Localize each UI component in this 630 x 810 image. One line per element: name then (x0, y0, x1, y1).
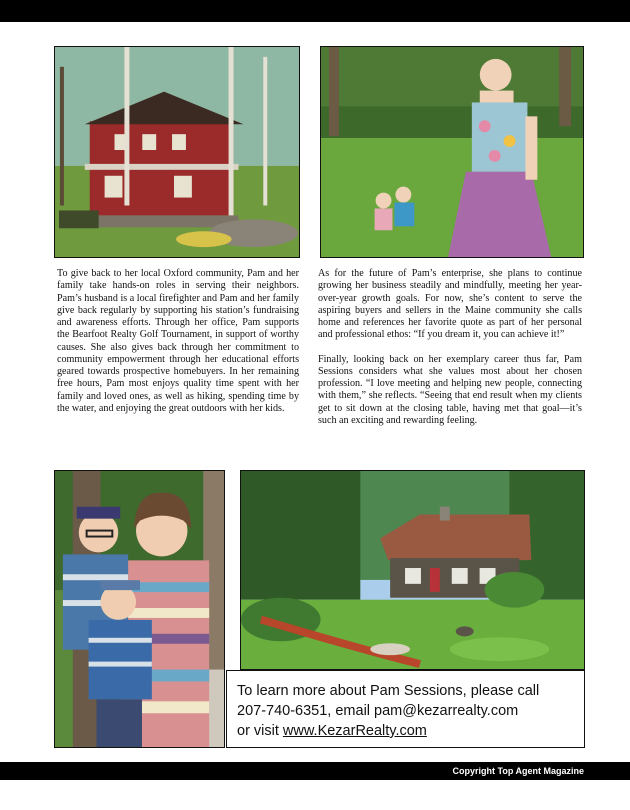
family-photo (54, 470, 225, 748)
top-black-bar (0, 0, 630, 22)
woman-on-lawn-photo (320, 46, 584, 258)
callout-line-1: To learn more about Pam Sessions, please call (237, 683, 540, 699)
brown-house-photo (240, 470, 585, 670)
contact-callout (226, 670, 585, 748)
left-paragraph: To give back to her local Oxford community, Pam and her family take hands-on roles in serving their neighbors. Pam’s husband is a local firefighter and Pam and her family give back regularly by supporting his station’s fundraising and awareness efforts. Through her office, Pam supports the Bearfoot Realty Golf Tournament, in support of worthy causes. She also gives back through her commitment to community empowerment through her educational efforts geared towards prospective homebuyers. In her remaining free hours, Pam most enjoys quality time spent with her family and loved ones, as well as hiking, spending time by the water, and enjoying the great outdoors with her kids. (57, 268, 299, 414)
website-link[interactable]: www.KezarRealty.com (282, 723, 427, 739)
callout-line-2: 207-740-6351, email pam@kezarrealty.com (237, 703, 519, 719)
left-text-column (57, 268, 299, 415)
copyright-text: Copyright Top Agent Magazine (452, 766, 584, 776)
right-text-column (318, 268, 582, 427)
red-house-photo (54, 46, 300, 258)
right-paragraph-1: As for the future of Pam’s enterprise, she plans to continue growing her business steadily and mindfully, meeting her year-over-year growth goals. For now, she’s content to serve the aspiring buyers and sellers in the Maine community she calls home and references her favorite quote as part of her personal and professional ethos: “If you dream it, you can achieve it!” (318, 268, 582, 341)
callout-line-3 (237, 721, 574, 741)
right-paragraph-2: Finally, looking back on her exemplary career thus far, Pam Sessions considers what she values most about her chosen profession. “I love meeting and helping new people, connecting with them,” she reflects. “Seeing that end result when my clients get to sit down at the closing table, having met that goal—it’s such an exciting and rewarding feeling. (318, 353, 582, 426)
callout-visit-prefix: or visit (237, 723, 283, 739)
